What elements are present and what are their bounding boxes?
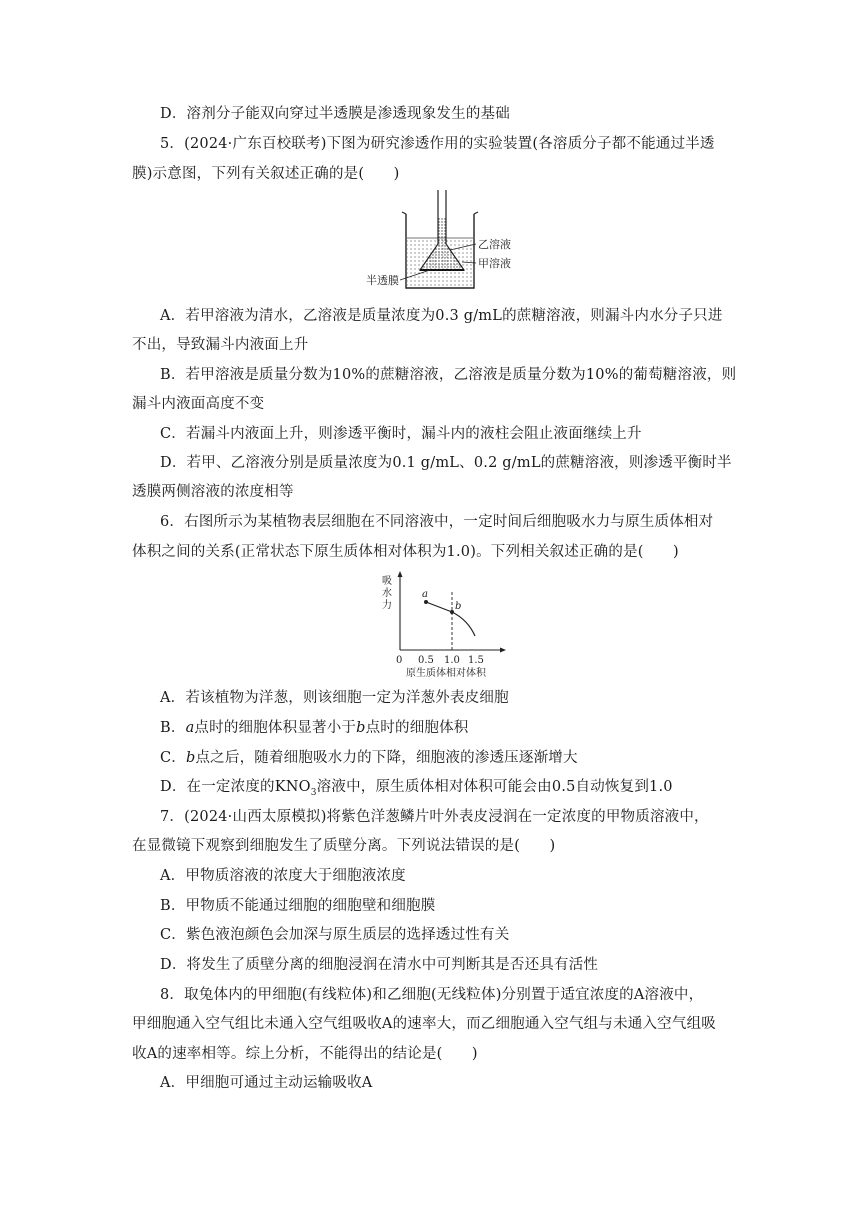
q6-stem-line1: 6．右图所示为某植物表层细胞在不同溶液中，一定时间后细胞吸水力与原生质体相对 — [160, 514, 714, 530]
q8-stem-line1: 8．取兔体内的甲细胞(有线粒体)和乙细胞(无线粒体)分别置于适宜浓度的A溶液中， — [160, 987, 704, 1003]
tick-0: 0 — [396, 655, 403, 666]
label-solution-yi: 乙溶液 — [478, 238, 511, 251]
chart-ylabel-2: 水 — [382, 588, 392, 599]
q5-option-d-line2: 透膜两侧溶液的浓度相等 — [132, 484, 294, 500]
q7-option-d: D．将发生了质壁分离的细胞浸润在清水中可判断其是否还具有活性 — [160, 957, 599, 973]
point-b-label: b — [455, 601, 462, 612]
tick-1-0: 1.0 — [444, 655, 460, 666]
q6-stem-line2: 体积之间的关系(正常状态下原生质体相对体积为1.0)。下列相关叙述正确的是( ) — [132, 544, 679, 560]
q5-option-a-line2: 不出，导致漏斗内液面上升 — [132, 337, 309, 353]
q5-option-d-line1: D．若甲、乙溶液分别是质量浓度为0.1 g/mL、0.2 g/mL的蔗糖溶液，则渗透平衡时半 — [160, 455, 732, 471]
chart-xlabel: 原生质体相对体积 — [406, 668, 486, 679]
q5-option-b-line2: 漏斗内液面高度不变 — [132, 396, 265, 412]
q6-option-c: C．b点之后，随着细胞吸水力的下降，细胞液的渗透压逐渐增大 — [160, 750, 578, 766]
suction-force-chart — [378, 570, 508, 680]
osmosis-apparatus-figure — [366, 188, 522, 292]
q4-option-d: D．溶剂分子能双向穿过半透膜是渗透现象发生的基础 — [160, 106, 510, 122]
q7-option-b: B．甲物质不能通过细胞的细胞壁和细胞膜 — [160, 898, 436, 914]
q7-option-a: A．甲物质溶液的浓度大于细胞液浓度 — [160, 868, 406, 884]
q8-stem-line3: 收A的速率相等。综上分析，不能得出的结论是( ) — [132, 1046, 478, 1062]
q7-option-c: C．紫色液泡颜色会加深与原生质层的选择透过性有关 — [160, 927, 510, 943]
chart-ylabel-3: 力 — [382, 600, 392, 611]
point-a — [424, 600, 428, 604]
point-a-label: a — [422, 589, 428, 600]
tick-1-5: 1.5 — [468, 655, 484, 666]
q5-option-c: C．若漏斗内液面上升，则渗透平衡时，漏斗内的液柱会阻止液面继续上升 — [160, 426, 642, 442]
q5-stem-line2: 膜)示意图，下列有关叙述正确的是( ) — [132, 166, 400, 182]
label-membrane: 半透膜 — [366, 274, 399, 287]
tick-0-5: 0.5 — [418, 655, 434, 666]
q6-option-a: A．若该植物为洋葱，则该细胞一定为洋葱外表皮细胞 — [160, 690, 509, 706]
q8-stem-line2: 甲细胞通入空气组比未通入空气组吸收A的速率大，而乙细胞通入空气组与未通入空气组吸 — [132, 1016, 716, 1032]
q5-stem-line1: 5．(2024·广东百校联考)下图为研究渗透作用的实验装置(各溶质分子都不能通过半透 — [160, 136, 715, 152]
q7-stem-line2: 在显微镜下观察到细胞发生了质壁分离。下列说法错误的是( ) — [132, 838, 556, 854]
q8-option-a: A．甲细胞可通过主动运输吸收A — [160, 1075, 373, 1091]
q5-option-b-line1: B．若甲溶液是质量分数为10%的蔗糖溶液，乙溶液是质量分数为10%的葡萄糖溶液，则 — [160, 367, 737, 383]
q6-option-d: D．在一定浓度的$KNO_3$溶液中，原生质体相对体积可能会由0.5自动恢复到1.0 — [160, 779, 673, 798]
chart-ylabel-1: 吸 — [382, 576, 392, 587]
label-solution-jia: 甲溶液 — [478, 257, 511, 270]
q5-option-a-line1: A．若甲溶液为清水，乙溶液是质量浓度为0.3 g/mL的蔗糖溶液，则漏斗内水分子只进 — [160, 308, 723, 324]
q7-stem-line1: 7．(2024·山西太原模拟)将紫色洋葱鳞片叶外表皮浸润在一定浓度的甲物质溶液中， — [160, 809, 709, 825]
q6-option-b: B．a点时的细胞体积显著小于b点时的细胞体积 — [160, 720, 469, 736]
suction-force-chart-svg — [378, 570, 508, 680]
point-b — [450, 610, 454, 614]
osmosis-apparatus-diagram — [366, 188, 522, 292]
